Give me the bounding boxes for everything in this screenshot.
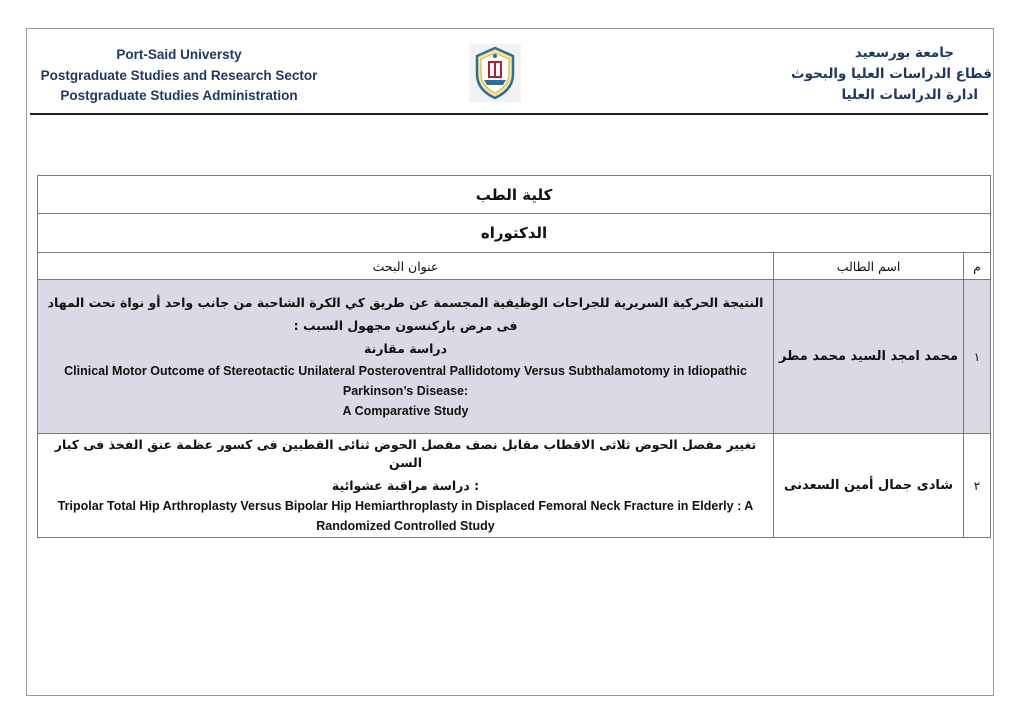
column-header-number: م [964, 253, 991, 280]
header-arabic [762, 43, 992, 106]
row-number: ٢ [964, 434, 991, 538]
university-name-en: Port-Said Universty [116, 47, 242, 62]
university-crest-icon [469, 44, 521, 102]
thesis-title-english-line2: Randomized Controlled Study [316, 519, 495, 533]
thesis-table [37, 175, 991, 538]
thesis-title-english-line1: Clinical Motor Outcome of Stereotactic Unilateral Posteroventral Pallidotomy Versus Subthalamotomy in Idiopathic [64, 363, 747, 378]
thesis-title-english-line2: Parkinson’s Disease: [342, 383, 469, 398]
thesis-title-arabic-line2: فى مرض باركنسون مجهول السبب : [293, 317, 518, 333]
thesis-title-arabic: النتيجة الحركية السريرية للجراحات الوظيفية المجسمة عن طريق كي الكرة الشاحبة من جانب واحد أو نواة تحت المهاد [47, 294, 764, 310]
faculty-name: كلية الطب [38, 176, 991, 214]
sector-name-ar: قطاع الدراسات العليا والبحوث [791, 66, 992, 82]
column-header-student: اسم الطالب [774, 253, 964, 280]
thesis-title-cell [38, 280, 774, 434]
thesis-title-english-line3: A Comparative Study [342, 403, 469, 418]
header-english [34, 45, 324, 107]
thesis-subtitle-arabic: دراسة مقارنة [364, 340, 448, 356]
administration-name-en: Postgraduate Studies Administration [60, 88, 298, 103]
student-name: شادى جمال أمين السعدنى [774, 434, 964, 538]
faculty-row [38, 176, 991, 214]
column-header-title: عنوان البحث [38, 253, 774, 280]
table-row [38, 280, 991, 434]
student-name: محمد امجد السيد محمد مطر [774, 280, 964, 434]
administration-name-ar: ادارة الدراسات العليا [841, 87, 978, 103]
degree-name: الدكتوراه [38, 214, 991, 253]
sector-name-en: Postgraduate Studies and Research Sector [40, 67, 318, 83]
thesis-subtitle-arabic: : دراسة مراقبة عشوائية [331, 478, 480, 493]
table-row [38, 434, 991, 538]
row-number: ١ [964, 280, 991, 434]
header-divider [30, 113, 988, 115]
degree-row [38, 214, 991, 253]
thesis-title-arabic: تغيير مفصل الحوض ثلاثى الاقطاب مقابل نصف مفصل الحوض ثنائى القطبين فى كسور عظمة عنق الفخذ فى كبار السن [54, 437, 757, 470]
thesis-title-english-line1: Tripolar Total Hip Arthroplasty Versus Bipolar Hip Hemiarthroplasty in Displaced Femoral Neck Fracture in Elderly : A [57, 499, 754, 513]
table-header-row [38, 253, 991, 280]
university-name-ar: جامعة بورسعيد [854, 45, 954, 61]
thesis-title-cell [38, 434, 774, 538]
